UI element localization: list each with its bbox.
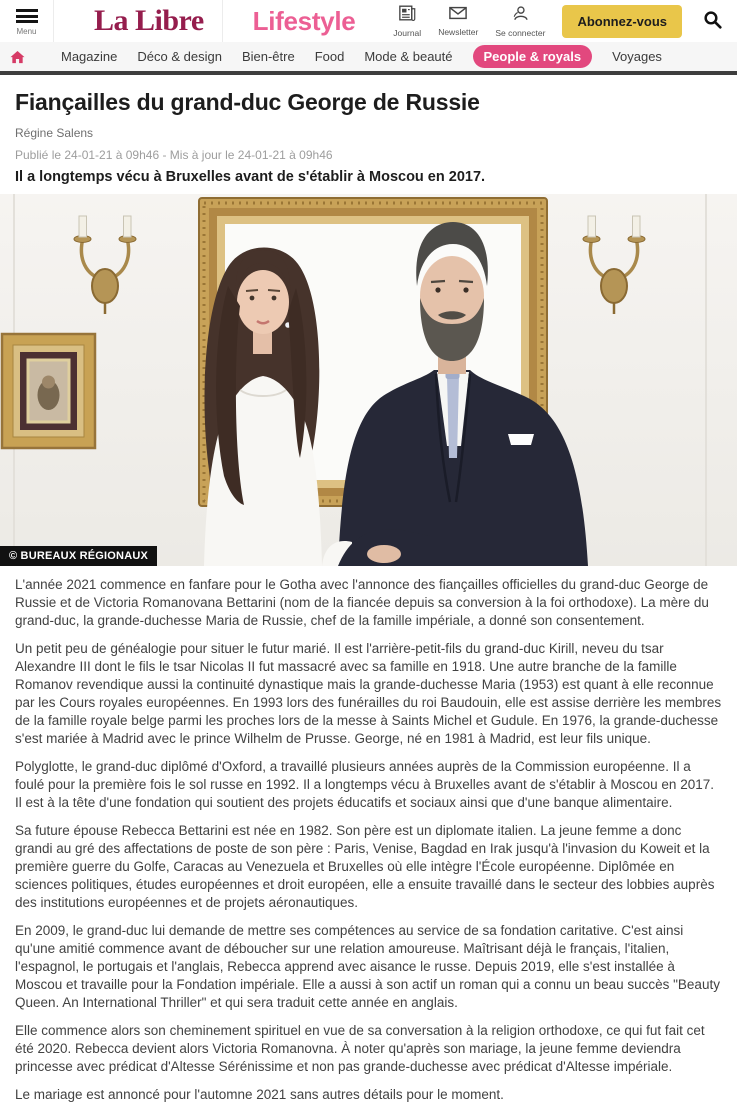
article-paragraph: Le mariage est annoncé pour l'automne 2021 sans autres détails pour le moment. bbox=[15, 1087, 504, 1102]
nav-item-magazine[interactable]: Magazine bbox=[61, 49, 118, 64]
article bbox=[0, 89, 737, 1104]
article-lede: Il a longtemps vécu à Bruxelles avant de s'établir à Moscou en 2017. bbox=[15, 169, 486, 185]
subscribe-button[interactable]: Abonnez-vous bbox=[562, 5, 682, 38]
login-button[interactable] bbox=[495, 5, 545, 38]
search-icon bbox=[703, 17, 722, 32]
login-label: Se connecter bbox=[495, 27, 546, 38]
journal-button[interactable] bbox=[393, 5, 421, 38]
brand-text: La Libre bbox=[94, 4, 204, 37]
article-dateline: Publié le 24-01-21 à 09h46 - Mis à jour le 24-01-21 à 09h46 bbox=[15, 148, 333, 162]
article-paragraph: En 2009, le grand-duc lui demande de mettre ses compétences au service de sa fondation caritative. C'est ainsi qu'une amitié commence avant de déboucher sur une relation amoureuse. Maîtrisant déjà le français, l'italien, l'espagnol, le portugais et l'anglais, Rebecca apprend avec aisance le russe. Depuis 2019, elle s'est installée à Moscou et travaille pour la Fondation impériale. Elle a aussi à son actif un roman qui a connu un beau succès "Beauty Queen. An International Thriller" et qui sera traduit cette année en anglais. bbox=[15, 923, 720, 1010]
article-body bbox=[15, 576, 722, 1104]
article-paragraph: Polyglotte, le grand-duc diplômé d'Oxford, a travaillé plusieurs années auprès de la Commission européenne. Il a foulé pour la première fois le sol russe en 1992. Il a longtemps vécu à Bruxelles avant de s'établir à Moscou en 2017. Il est à la tête d'une fondation qui soutient des projets éducatifs et sociaux ainsi que d'une banque alimentaire. bbox=[15, 759, 714, 810]
article-paragraph: Elle commence alors son cheminement spirituel en vue de sa conversation à la religion orthodoxe, ce qui fut fait cet été 2020. Rebecca devient alors Victoria Romanovna. À noter qu'après son mariage, la jeune femme deviendra princesse avec prédicat d'Altesse Sérénissime et non pas grande-duchesse avec prédicat d'Altesse impériale. bbox=[15, 1023, 705, 1074]
menu-button[interactable] bbox=[0, 0, 54, 42]
nav-item-voyages[interactable]: Voyages bbox=[612, 49, 662, 64]
article-title: Fiançailles du grand-duc George de Russie bbox=[15, 89, 480, 115]
nav-item-deco-design[interactable]: Déco & design bbox=[137, 49, 222, 64]
menu-label: Menu bbox=[16, 26, 37, 36]
photo-caption: © BUREAUX RÉGIONAUX bbox=[0, 546, 157, 566]
engagement-portrait-illustration bbox=[0, 194, 737, 566]
category-nav bbox=[0, 42, 737, 71]
article-author[interactable]: Régine Salens bbox=[15, 126, 94, 140]
newsletter-label: Newsletter bbox=[438, 26, 479, 37]
article-photo bbox=[0, 194, 737, 566]
home-icon[interactable] bbox=[10, 50, 25, 64]
hamburger-icon bbox=[16, 7, 38, 26]
article-paragraph: L'année 2021 commence en fanfare pour le Gotha avec l'annonce des fiançailles officielles du grand-duc George de Russie et de Victoria Romanovana Bettarini (nom de la fiancée depuis sa conversion à la foi orthodoxe). La mère du grand-duc, la grande-duchesse Maria de Russie, chef de la famille impériale, a donné son consentement. bbox=[15, 577, 709, 628]
newsletter-icon bbox=[449, 6, 467, 25]
nav-item-food[interactable]: Food bbox=[314, 49, 345, 64]
section-title[interactable]: Lifestyle bbox=[252, 5, 356, 36]
woman-figure bbox=[204, 248, 322, 567]
journal-icon bbox=[399, 5, 416, 26]
newsletter-button[interactable] bbox=[438, 6, 478, 37]
small-portrait-frame bbox=[2, 334, 95, 448]
user-icon bbox=[512, 5, 529, 26]
search-button[interactable] bbox=[701, 8, 724, 34]
site-header bbox=[0, 0, 737, 42]
nav-divider-bar bbox=[0, 71, 737, 75]
article-paragraph: Sa future épouse Rebecca Bettarini est née en 1982. Son père est un diplomate italien. La jeune femme a donc grandi au gré des affectations de poste de son père : Paris, Venise, Bagdad en Irak jusqu'à l'invasion du Koweit et la première guerre du Golfe, Caracas au Venezuela et Bruxelles où elle intègre l'École européenne. Diplômée en sciences politiques, études européennes et droit européen, elle a ensuite travaillé dans le secteur des lobbies auprès des institutions européennes et de projets aéronautiques. bbox=[15, 823, 715, 910]
nav-item-mode-beaute[interactable]: Mode & beauté bbox=[364, 49, 453, 64]
journal-label: Journal bbox=[393, 27, 422, 38]
brand-logo[interactable] bbox=[54, 0, 223, 42]
nav-item-bien-etre[interactable]: Bien-être bbox=[241, 49, 295, 64]
nav-item-people-royals[interactable]: People & royals bbox=[473, 45, 593, 68]
article-paragraph: Un petit peu de généalogie pour situer le futur marié. Il est l'arrière-petit-fils du grand-duc Kirill, neveu du tsar Alexandre III dont le fils le tsar Nicolas II fut massacré avec sa famille en 1918. Une autre branche de la famille Romanov revendique aussi la continuité dynastique mais la grande-duchesse Maria (1953) est quant à elle reconnue par les Cours royales européennes. En 1993 lors des funérailles du roi Baudouin, elle est assise derrière les membres de la famille royale belge parmi les proches lors de la messe à Saints Michel et Gudule. En 1976, la grande-duchesse s'est mariée à Madrid avec le prince Wilhelm de Prusse. George, né en 1981 à Madrid, est leur fils unique. bbox=[15, 641, 722, 746]
header-actions bbox=[393, 5, 737, 38]
